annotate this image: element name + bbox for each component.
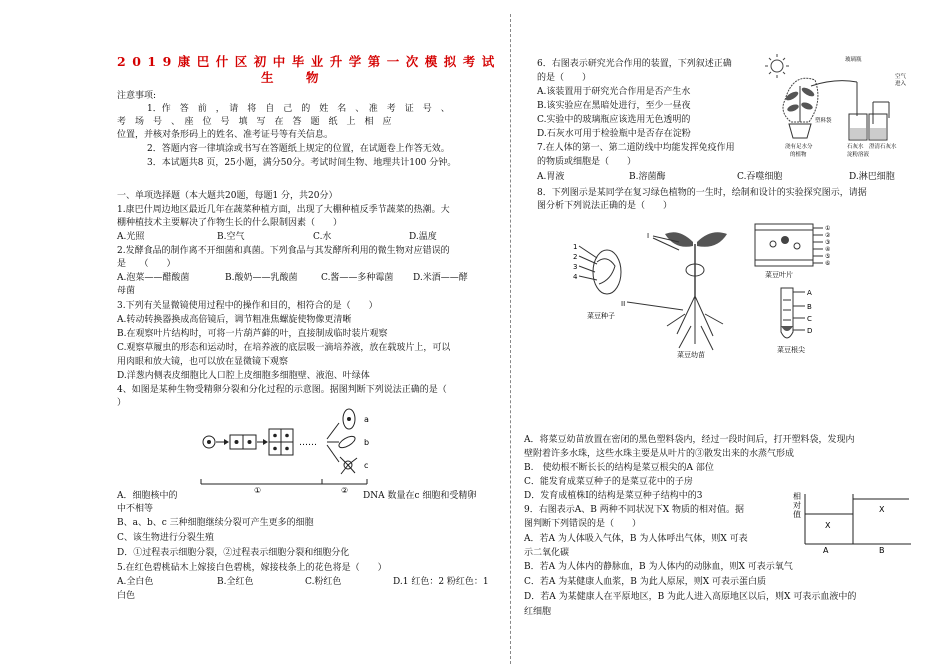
q4-cell-division-figure bbox=[197, 405, 377, 495]
q2-tail: 母菌 bbox=[117, 286, 136, 296]
q9-option-a-line-1: A．若A 为人体吸入气体，B 为人体呼出气体，则X 可表 bbox=[524, 534, 748, 544]
root-label-A: A bbox=[807, 289, 812, 297]
column-divider bbox=[510, 14, 511, 664]
q7-line-2: 的物质或细胞是（ ） bbox=[537, 157, 637, 167]
q4-option-a-part-2: DNA 数量在c 细胞和受精卵 bbox=[363, 491, 477, 501]
q2-line-2: 是 （ ） bbox=[117, 259, 176, 269]
q8-option-c: C．能发育成菜豆种子的是菜豆花中的子房 bbox=[524, 477, 693, 487]
sun-icon bbox=[765, 54, 789, 78]
q5-option-a: A.全白色 bbox=[117, 577, 154, 587]
q6-option-c: C.实验中的玻璃瓶应该选用无色透明的 bbox=[537, 115, 691, 125]
q2-option-c: C.酱——多种霉菌 bbox=[321, 273, 394, 283]
four-cell-stage-icon bbox=[269, 429, 293, 455]
q4-ellipsis: …… bbox=[299, 438, 317, 448]
q6-option-d: D.石灰水可用于检验瓶中是否存在淀粉 bbox=[537, 129, 691, 139]
seedling-label-II: II bbox=[621, 300, 626, 308]
label-process-2: ② bbox=[341, 486, 349, 495]
label-limewater: 石灰水 bbox=[847, 144, 864, 150]
notes-header: 注意事项: bbox=[117, 91, 157, 101]
q9-line-1: 9．右图表示A、B 两种不同状况下X 物质的相对值。据 bbox=[524, 505, 744, 515]
q1-line-1: 1.康巴什周边地区最近几年在蔬菜种植方面，出现了大棚种植反季节蔬菜的热潮。大 bbox=[117, 205, 450, 215]
two-cell-stage-icon bbox=[230, 435, 256, 449]
seed-label-3: 3 bbox=[573, 263, 578, 271]
q4-option-d: D．①过程表示细胞分裂，②过程表示细胞分裂和细胞分化 bbox=[117, 548, 350, 558]
bean-seed-icon bbox=[593, 250, 621, 294]
q9-option-b: B．若A 为人体内的静脉血，B 为人体内的动脉血，则X 可表示氧气 bbox=[524, 562, 793, 572]
label-c: c bbox=[364, 461, 369, 470]
q1-option-a: A.光照 bbox=[117, 232, 145, 242]
q9-option-d-line-1: D．若A 为某健康人在平原地区，B 为此人进入高原地区以后，则X 可表示血液中的 bbox=[524, 592, 857, 602]
q9-relative-value-figure bbox=[783, 490, 913, 554]
q6-line-2: 的是（ ） bbox=[537, 73, 592, 83]
label-plastic-bag: 塑料袋 bbox=[815, 118, 832, 124]
fertilized-egg-icon bbox=[203, 436, 215, 448]
seed-label-1: 1 bbox=[573, 243, 578, 251]
bean-seedling-icon bbox=[627, 232, 727, 350]
label-air: 空气 bbox=[895, 74, 907, 80]
note-1-line-1: 1．作 答 前 ， 请 将 自 己 的 姓 名 、 准 考 证 号 、 bbox=[147, 104, 450, 114]
q5-option-b: B.全红色 bbox=[217, 577, 254, 587]
q1-option-b: B.空气 bbox=[217, 232, 245, 242]
label-bean-root-tip: 菜豆根尖 bbox=[777, 346, 805, 354]
note-1-line-2: 考 场 号 、 座 位 号 填 写 在 答 题 纸 上 相 应 bbox=[117, 117, 392, 127]
root-label-D: D bbox=[807, 327, 813, 335]
q8-line-1: 8．下列图示是某同学在复习绿色植物的一生时，绘制和设计的实验探究图示，请据 bbox=[537, 188, 867, 198]
note-3: 3．本试题共8 页，25小题，满分50分。考试时间生物、地理共计100 分钟。 bbox=[147, 158, 457, 168]
leaf-cross-section-icon bbox=[755, 224, 813, 266]
root-label-C: C bbox=[807, 315, 812, 323]
q7-option-b: B.溶菌酶 bbox=[629, 172, 666, 182]
label-watered-plant-2: 的植物 bbox=[790, 152, 807, 158]
q7-option-d: D.淋巴细胞 bbox=[849, 172, 895, 182]
cell-b-shape bbox=[337, 434, 357, 450]
label-bean-leaf: 菜豆叶片 bbox=[765, 271, 793, 279]
q5-tail: 白色 bbox=[117, 591, 136, 601]
q2-option-b: B.酸奶——乳酸菌 bbox=[225, 273, 298, 283]
leaf-label-4: ④ bbox=[825, 246, 831, 253]
left-column bbox=[117, 0, 501, 671]
label-watered-plant-1: 浇有足水分 bbox=[785, 144, 813, 150]
q9-ylabel-1: 相 bbox=[793, 492, 801, 501]
seedling-label-I: I bbox=[647, 232, 650, 240]
q2-option-d: D.米酒——酵 bbox=[413, 273, 468, 283]
q9-line-2: 图判断下列错误的是（ ） bbox=[524, 519, 642, 529]
q6-line-1: 6．右图表示研究光合作用的装置，下列叙述正确 bbox=[537, 59, 732, 69]
label-clear-limewater: 澄清石灰水 bbox=[869, 144, 897, 150]
q3-option-d: D.洋葱内侧表皮细胞比人口腔上皮细胞多细胞壁、液泡、叶绿体 bbox=[117, 371, 370, 381]
q9-category-a: A bbox=[823, 546, 829, 554]
label-bean-seed: 菜豆种子 bbox=[587, 312, 615, 320]
leaf-label-3: ③ bbox=[825, 239, 831, 246]
q3-option-c-line-2: 用肉眼和放大镜，也可以放在显微镜下观察 bbox=[117, 357, 289, 367]
q1-option-c: C.水 bbox=[313, 232, 332, 242]
note-1-line-3: 位置，并核对条形码上的姓名、准考证号等有关信息。 bbox=[117, 130, 334, 140]
q2-option-a: A.泡菜——醋酸菌 bbox=[117, 273, 190, 283]
q4-option-c: C、该生物进行分裂生殖 bbox=[117, 533, 214, 543]
seed-label-4: 4 bbox=[573, 273, 578, 281]
q4-line-1: 4、如图是某种生物受精卵分裂和分化过程的示意图。据图判断下列说法正确的是（ bbox=[117, 385, 447, 395]
root-label-B: B bbox=[807, 303, 812, 311]
q8-bean-plant-figure bbox=[567, 214, 867, 360]
plant-in-bag-icon bbox=[783, 78, 818, 138]
seed-label-2: 2 bbox=[573, 253, 578, 261]
label-process-1: ① bbox=[254, 486, 262, 495]
q9-option-c: C．若A 为某健康人血浆，B 为此人原尿，则X 可表示蛋白质 bbox=[524, 577, 766, 587]
leaf-label-5: ⑤ bbox=[825, 253, 831, 260]
label-b: b bbox=[364, 438, 370, 447]
q6-option-a: A.该装置用于研究光合作用是否产生水 bbox=[537, 87, 691, 97]
label-bean-seedling: 菜豆幼苗 bbox=[677, 351, 705, 359]
q9-x-label-a: X bbox=[825, 521, 831, 530]
q8-line-2: 图分析下列说法正确的是（ ） bbox=[537, 201, 673, 211]
label-enter: 进入 bbox=[895, 81, 907, 87]
right-column bbox=[524, 0, 918, 671]
exam-title: 2019康巴什区初中毕业升学第一次模拟考试 bbox=[117, 54, 501, 69]
cell-c-shape bbox=[340, 457, 357, 474]
glass-bottle-2-icon bbox=[869, 114, 887, 140]
q9-ylabel-3: 值 bbox=[793, 510, 801, 519]
q9-option-d-line-2: 红细胞 bbox=[524, 607, 552, 617]
q9-x-label-b: X bbox=[879, 505, 885, 514]
q9-category-b: B bbox=[879, 546, 885, 554]
q3-option-a: A.转动转换器换成高倍镜后，调节粗准焦螺旋使物像更清晰 bbox=[117, 315, 352, 325]
q8-option-b: B. 使幼根不断长长的结构是菜豆根尖的A 部位 bbox=[524, 463, 714, 473]
q5-option-c: C.粉红色 bbox=[305, 577, 342, 587]
q8-option-a-line-1: A．将菜豆幼苗放置在密闭的黑色塑料袋内，经过一段时间后，打开塑料袋，发现内 bbox=[524, 435, 855, 445]
leaf-label-2: ② bbox=[825, 232, 831, 239]
label-glass-bottle: 玻璃瓶 bbox=[845, 57, 862, 63]
label-a: a bbox=[364, 415, 369, 424]
label-starch-solution: 淀粉溶液 bbox=[847, 152, 870, 158]
q8-option-a-line-2: 壁附着许多水珠，这些水珠主要是从叶片的③散发出来的水蒸气形成 bbox=[524, 449, 795, 459]
glass-bottle-1-icon bbox=[849, 114, 867, 140]
root-tip-icon bbox=[781, 288, 793, 338]
note-2: 2．答题内容一律填涂或书写在答题纸上规定的位置，在试题卷上作答无效。 bbox=[147, 144, 450, 154]
q5-stem: 5.在红色碧桃砧木上嫁接白色碧桃，嫁接枝条上的花色将是（ ） bbox=[117, 563, 387, 573]
q8-option-d: D．发育成植株Ⅰ的结构是菜豆种子结构中的3 bbox=[524, 491, 703, 501]
leaf-label-6: ⑥ bbox=[825, 260, 831, 267]
leaf-label-1: ① bbox=[825, 225, 831, 232]
q6-option-b: B.该实验应在黑暗处进行，至少一昼夜 bbox=[537, 101, 691, 111]
q4-option-b: B、a、b、c 三种细胞继续分裂可产生更多的细胞 bbox=[117, 518, 314, 528]
q3-option-c-line-1: C.观察草履虫的形态和运动时，在培养液的底层吸一滴培养液，放在载玻片上，可以 bbox=[117, 343, 451, 353]
q4-line-2: ） bbox=[117, 398, 127, 408]
q5-option-d: D.1 红色：2 粉红色：1 bbox=[393, 577, 489, 587]
q7-option-c: C.吞噬细胞 bbox=[737, 172, 783, 182]
q9-option-a-line-2: 示二氧化碳 bbox=[524, 548, 570, 558]
q4-option-a-part-1: A．细胞核中的 bbox=[117, 491, 178, 501]
q7-line-1: 7.在人体的第一、第二道防线中均能发挥免疫作用 bbox=[537, 143, 735, 153]
q1-line-2: 棚种植技术主要解决了作物生长的什么限制因素（ ） bbox=[117, 218, 343, 228]
q9-ylabel-2: 对 bbox=[793, 501, 801, 510]
q3-option-b: B.在观察叶片结构时，可将一片葫芦藓的叶，直接制成临时装片观察 bbox=[117, 329, 388, 339]
q7-option-a: A.胃液 bbox=[537, 172, 565, 182]
q6-photosynthesis-apparatus-figure bbox=[765, 52, 913, 164]
section-1-header: 一、单项选择题（本大题共20题，每题1 分，共20分） bbox=[117, 191, 338, 201]
q2-line-1: 2.发酵食品的制作离不开细菌和真菌。下列食品与其发酵所利用的微生物对应错误的 bbox=[117, 246, 450, 256]
q4-option-a-part-3: 中不相等 bbox=[117, 504, 154, 514]
exam-subject: 生 物 bbox=[261, 70, 329, 85]
q1-option-d: D.温度 bbox=[409, 232, 437, 242]
q3-stem: 3.下列有关显微镜使用过程中的操作和目的，相符合的是（ ） bbox=[117, 301, 378, 311]
